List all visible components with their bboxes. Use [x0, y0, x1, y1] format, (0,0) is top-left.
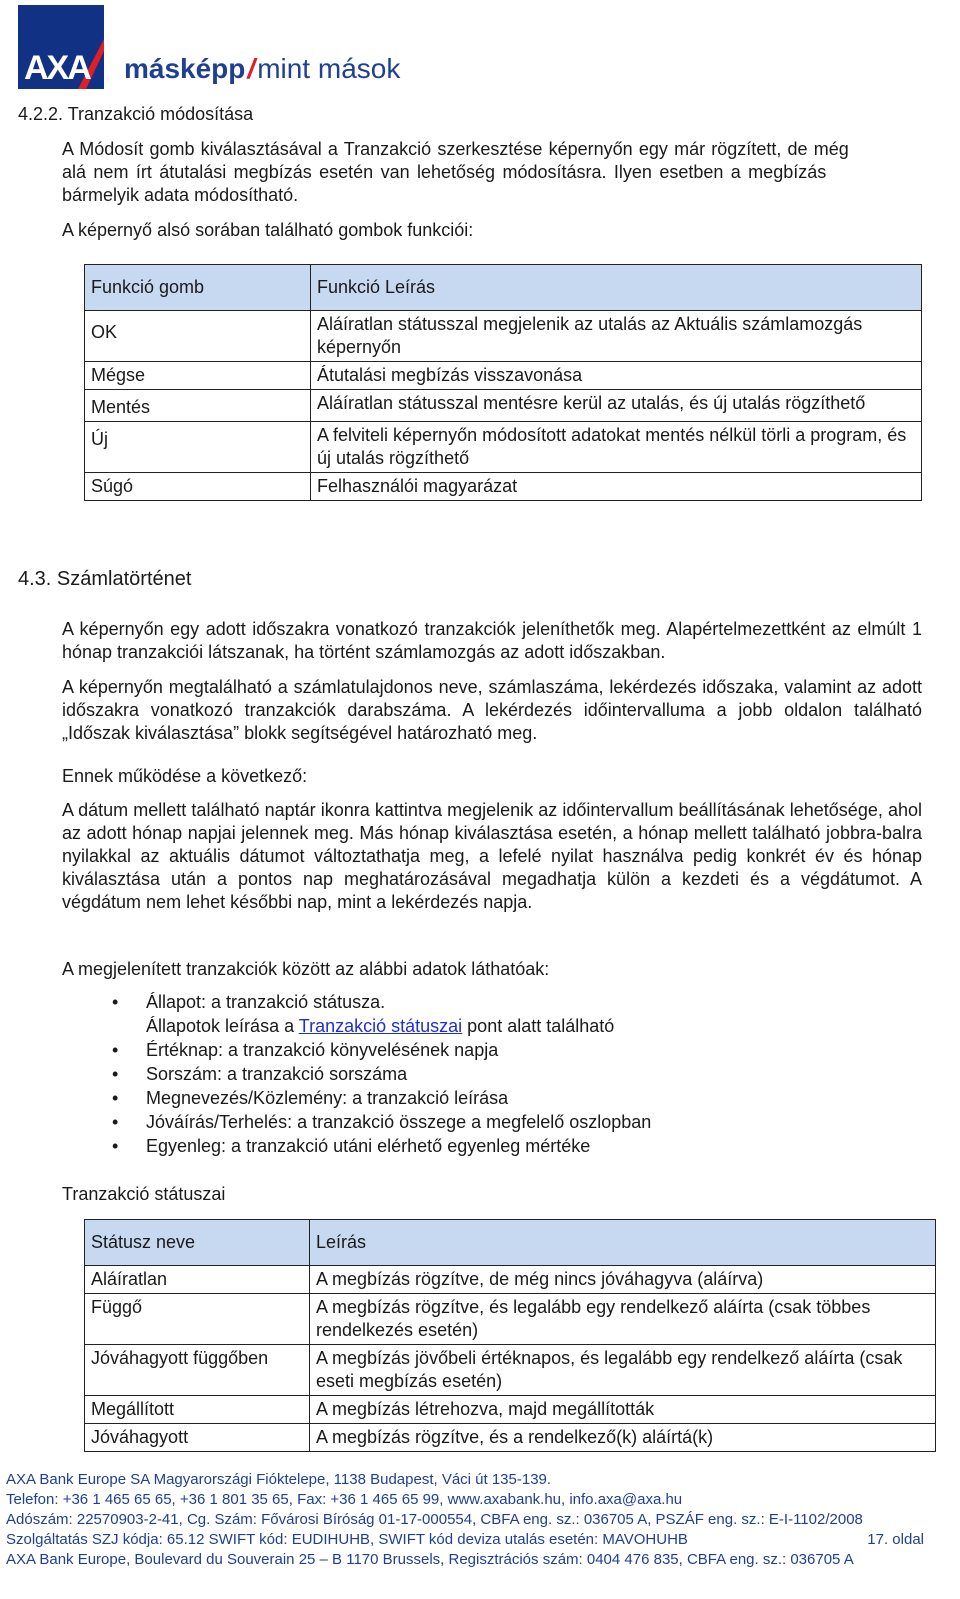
paragraph-1: A képernyőn egy adott időszakra vonatkozó tranzakciók jeleníthetők meg. Alapértelmezettként az elmúlt 1 hónap tranzakciói látszanak, ha történt számlamozgás az adott időszakban.	[62, 619, 922, 662]
table-row	[85, 473, 922, 501]
paragraph-line: bármelyik adata módosítható.	[62, 185, 299, 205]
table-row	[85, 311, 922, 362]
table-row	[85, 1424, 936, 1452]
table-header-row	[85, 265, 922, 311]
table-cell: Súgó	[85, 473, 311, 501]
paragraph-4: A dátum mellett található naptár ikonra kattintva megjelenik az időintervallum beállításának lehetősége, ahol az adott hónap napjai jelennek meg. Más hónap kiválasztása esetén, a hónap mellett található jobbra-balra nyilakkal az aktuális dátumot változtathatja meg, a lefelé nyilat használva pedig konkrét év és hónap kiválasztása után a pontos nap meghatározásával megadhatja külön a kezdeti és a végdátumot. A végdátum nem lehet későbbi nap, mint a lekérdezés napja.	[62, 800, 922, 912]
footer-line-3: Adószám: 22570903-2-41, Cg. Szám: Fővárosi Bíróság 01-17-000554, CBFA eng. sz.: 036705 A, PSZÁF eng. sz.: E-I-1102/2008	[6, 1511, 863, 1528]
list-item	[110, 1038, 651, 1062]
paragraph-2: A képernyőn megtalálható a számlatulajdonos neve, számlaszáma, lekérdezés időszaka, valamint az adott időszakra vonatkozó tranzakciók darabszáma. A lekérdezés időintervalluma a jobb oldalon található „Időszak kiválasztása” blokk segítségével határozható meg.	[62, 677, 922, 743]
table-row	[85, 422, 922, 473]
status-section-link[interactable]: Tranzakció státuszai	[298, 1016, 463, 1036]
table-row	[85, 1345, 936, 1396]
list-item-text: Sorszám: a tranzakció sorszáma	[146, 1064, 408, 1084]
bullet-icon: •	[112, 1136, 119, 1156]
table-cell: Megállított	[85, 1396, 310, 1424]
bullet-icon: •	[112, 1088, 119, 1108]
table-cell: A megbízás létrehozva, majd megállították	[310, 1396, 936, 1424]
table-cell: Jóváhagyott	[85, 1424, 310, 1452]
table-cell: Új	[85, 422, 311, 473]
list-item	[110, 1134, 651, 1158]
list-item-text: Jóváírás/Terhelés: a tranzakció összege a megfelelő oszlopban	[146, 1112, 652, 1132]
list-item-text: Megnevezés/Közlemény: a tranzakció leírása	[146, 1088, 509, 1108]
list-item-text: Egyenleg: a tranzakció utáni elérhető egyenleg mértéke	[146, 1136, 591, 1156]
table-cell: A megbízás rögzítve, és a rendelkező(k) aláírtá(k)	[310, 1424, 936, 1452]
logo-text: AXA	[24, 49, 90, 87]
footer-line-2: Telefon: +36 1 465 65 65, +36 1 801 35 65, Fax: +36 1 465 65 99, www.axabank.hu, info.axa@axa.hu	[6, 1491, 683, 1508]
table-cell: Felhasználói magyarázat	[311, 473, 922, 501]
column-header: Státusz neve	[85, 1220, 310, 1266]
status-table-title: Tranzakció státuszai	[62, 1184, 226, 1204]
list-item	[110, 990, 651, 1014]
bullet-icon: •	[112, 1040, 119, 1060]
slogan-part1: másképp	[124, 53, 246, 84]
status-table	[84, 1219, 936, 1452]
list-item-text: Állapot: a tranzakció státusza.	[146, 992, 386, 1012]
table-row	[85, 362, 922, 390]
table-cell: Aláíratlan státusszal mentésre kerül az utalás, és új utalás rögzíthető	[311, 390, 922, 422]
slogan-part2: mint mások	[257, 53, 401, 84]
bullet-icon: •	[112, 1064, 119, 1084]
paragraph-5: A megjelenített tranzakciók között az alábbi adatok láthatóak:	[62, 959, 550, 979]
list-item-text: pont alatt található	[462, 1016, 615, 1036]
table-cell: Függő	[85, 1294, 310, 1345]
section-heading-422: 4.2.2. Tranzakció módosítása	[18, 104, 254, 124]
table-cell: Aláíratlan státusszal megjelenik az utalás az Aktuális számlamozgás képernyőn	[311, 311, 922, 362]
paragraph-line: alá nem írt átutalási megbízás esetén van lehetőség módosításra. Ilyen esetben a megbízás	[62, 162, 827, 182]
section-422-paragraph	[62, 138, 922, 207]
list-item-text: Értéknap: a tranzakció könyvelésének napja	[146, 1040, 499, 1060]
table-row	[85, 1396, 936, 1424]
column-header: Funkció gomb	[85, 265, 311, 311]
data-bullet-list	[110, 990, 651, 1158]
table-header-row	[85, 1220, 936, 1266]
column-header: Leírás	[310, 1220, 936, 1266]
bullet-icon: •	[112, 1112, 119, 1132]
table-row	[85, 1266, 936, 1294]
table-cell: OK	[85, 311, 311, 362]
list-item	[110, 1110, 651, 1134]
footer-line-5: AXA Bank Europe, Boulevard du Souverain 25 – B 1170 Brussels, Regisztrációs szám: 0404 476 835, CBFA eng. sz.: 036705 A	[6, 1551, 854, 1568]
table-cell: A megbízás rögzítve, de még nincs jóváhagyva (aláírva)	[310, 1266, 936, 1294]
table-cell: Mentés	[85, 390, 311, 422]
table-row	[85, 390, 922, 422]
table-cell: Jóváhagyott függőben	[85, 1345, 310, 1396]
table-cell: A megbízás jövőbeli értéknapos, és legalább egy rendelkező aláírta (csak eseti megbízás esetén)	[310, 1345, 936, 1396]
list-item-text: Állapotok leírása a	[146, 1016, 299, 1036]
table-cell: Átutalási megbízás visszavonása	[311, 362, 922, 390]
footer-line-4: Szolgáltatás SZJ kódja: 65.12 SWIFT kód: EUDIHUHB, SWIFT kód deviza utalás esetén: MAVOHUHB	[6, 1531, 688, 1548]
table-row	[85, 1294, 936, 1345]
buttons-intro: A képernyő alsó sorában található gombok funkciói:	[62, 220, 474, 240]
slogan-separator: /	[247, 53, 256, 84]
table-cell: A felviteli képernyőn módosított adatokat mentés nélkül törli a program, és új utalás rögzíthető	[311, 422, 922, 473]
list-item	[110, 1014, 651, 1038]
slogan	[124, 52, 400, 86]
table-cell: Mégse	[85, 362, 311, 390]
list-item	[110, 1086, 651, 1110]
footer-line-1: AXA Bank Europe SA Magyarországi Fióktelepe, 1138 Budapest, Váci út 135-139.	[6, 1471, 552, 1488]
function-button-table	[84, 264, 922, 501]
bullet-icon: •	[112, 992, 119, 1012]
paragraph-3: Ennek működése a következő:	[62, 766, 308, 786]
paragraph-line: A Módosít gomb kiválasztásával a Tranzakció szerkesztése képernyőn egy már rögzített, de még	[62, 139, 849, 159]
section-heading-43: 4.3. Számlatörténet	[18, 568, 192, 590]
table-cell: A megbízás rögzítve, és legalább egy rendelkező aláírta (csak többes rendelkezés esetén)	[310, 1294, 936, 1345]
axa-logo	[18, 5, 104, 89]
column-header: Funkció Leírás	[311, 265, 922, 311]
page-number: 17. oldal	[867, 1531, 924, 1548]
table-cell: Aláíratlan	[85, 1266, 310, 1294]
list-item	[110, 1062, 651, 1086]
